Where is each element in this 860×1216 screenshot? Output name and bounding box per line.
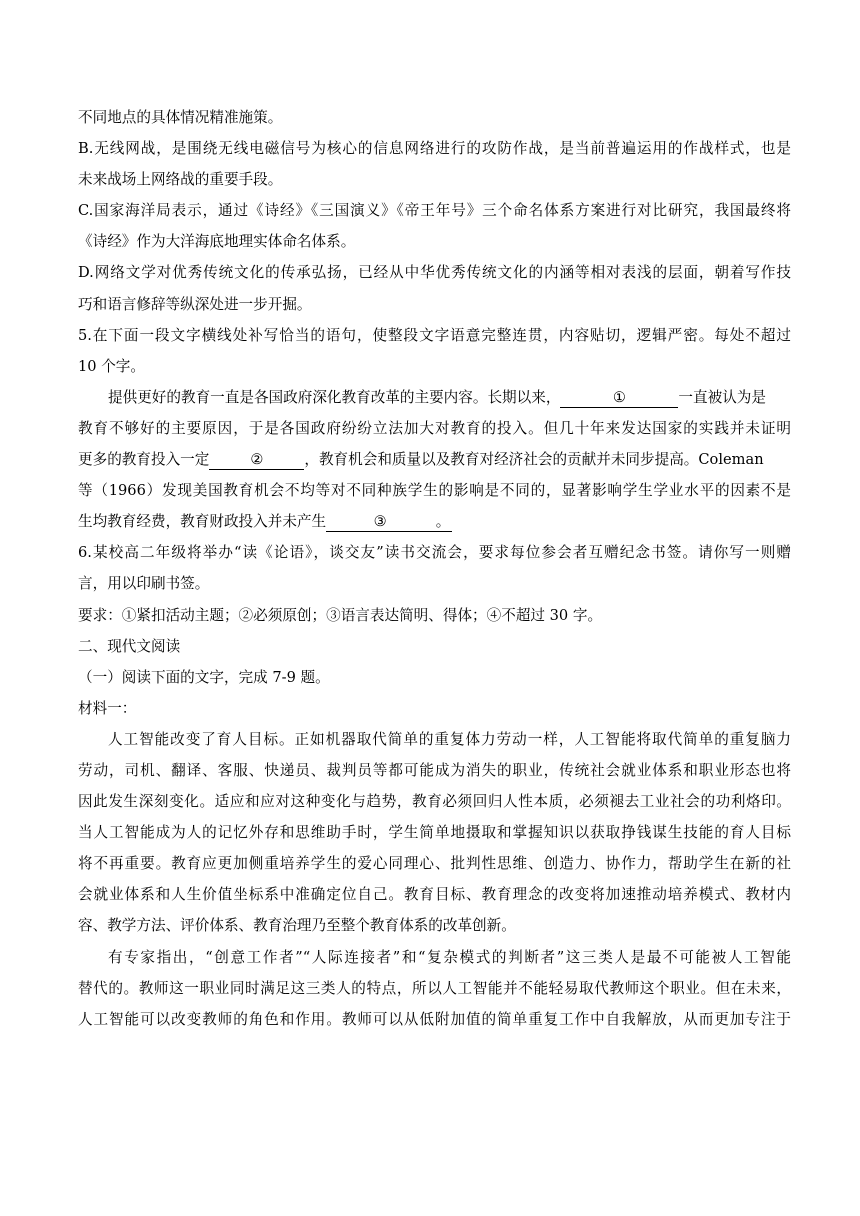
question-6-prompt-cont: 言，用以印刷书签。	[78, 575, 210, 593]
passage-text: 一直被认为是	[678, 388, 766, 406]
material-line: 人工智能可以改变教师的角色和作用。教师可以从低附加值的简单重复工作中自我解放，从而更加专注于	[78, 1010, 791, 1028]
material-label: 材料一：	[78, 699, 137, 717]
passage-text: ，教育机会和质量以及教育对经济社会的贡献并未同步提高。Coleman	[304, 451, 764, 469]
passage-line	[78, 506, 791, 537]
material-line: 劳动，司机、翻译、客服、快递员、裁判员等都可能成为消失的职业，传统社会就业体系和职业形态也将	[78, 761, 791, 779]
passage-line: 等（1966）发现美国教育机会不均等对不同种族学生的影响是不同的，显著影响学生学业水平的因素不是	[78, 482, 791, 500]
question-5-prompt-cont: 10 个字。	[78, 357, 145, 375]
subsection-instruction: （一）阅读下面的文字，完成 7-9 题。	[78, 668, 330, 686]
material-line: 替代的。教师这一职业同时满足这三类人的特点，所以人工智能并不能轻易取代教师这个职业。但在未来，	[78, 979, 791, 997]
passage-text: 生均教育经费，教育财政投入并未产生	[78, 513, 327, 531]
question-6-prompt: 6.某校高二年级将举办“读《论语》，谈交友”读书交流会，要求每位参会者互赠纪念书签。请你写一则赠	[78, 544, 791, 562]
material-line: 人工智能改变了育人目标。正如机器取代简单的重复体力劳动一样，人工智能将取代简单的重复脑力	[108, 730, 791, 748]
text-line: 不同地点的具体情况精准施策。	[78, 109, 283, 126]
question-6-requirements: 要求：①紧扣活动主题；②必须原创；③语言表达简明、得体；④不超过 30 字。	[78, 606, 603, 624]
text-line: B.无线网战，是围绕无线电磁信号为核心的信息网络进行的攻防作战，是当前普遍运用的作战样式，也是	[78, 140, 791, 158]
material-line: 因此发生深刻变化。适应和应对这种变化与趋势，教育必须回归人性本质，必须褪去工业社会的功利烙印。	[78, 793, 791, 811]
fill-blank-2[interactable]: ②	[209, 451, 304, 470]
text-line: C.国家海洋局表示，通过《诗经》《三国演义》《帝王年号》三个命名体系方案进行对比研究，我国最终将	[78, 202, 791, 220]
material-line: 容、教学方法、评价体系、教育治理乃至整个教育体系的改革创新。	[78, 917, 516, 935]
material-line: 将不再重要。教育应更加侧重培养学生的爱心同理心、批判性思维、创造力、协作力，帮助学生在新的社	[78, 855, 791, 873]
text-line: D.网络文学对优秀传统文化的传承弘扬，已经从中华优秀传统文化的内涵等相对表浅的层面，朝着写作技	[78, 264, 791, 282]
text-line: 巧和语言修辞等纵深处进一步开掘。	[78, 295, 312, 313]
material-line: 有专家指出，“创意工作者”“人际连接者”和“复杂模式的判断者”这三类人是最不可能被人工智能	[108, 948, 791, 966]
fill-blank-3-end: 。	[435, 513, 451, 531]
passage-line	[78, 444, 791, 475]
passage-text: 更多的教育投入一定	[78, 451, 210, 469]
question-5-prompt: 5.在下面一段文字横线处补写恰当的语句，使整段文字语意完整连贯，内容贴切，逻辑严密。每处不超过	[78, 326, 791, 344]
material-line: 会就业体系和人生价值坐标系中准确定位自己。教育目标、教育理念的改变将加速推动培养模式、教材内	[78, 886, 791, 904]
fill-blank-1[interactable]: ①	[560, 389, 678, 408]
section-heading: 二、现代文阅读	[78, 637, 181, 655]
text-line: 《诗经》作为大洋海底地理实体命名体系。	[78, 233, 356, 251]
passage-line	[78, 382, 791, 413]
document-page	[78, 102, 791, 1035]
material-line: 当人工智能成为人的记忆外存和思维助手时，学生简单地摄取和掌握知识以获取挣钱谋生技能的育人目标	[78, 824, 791, 842]
fill-blank-3[interactable]: ③	[326, 513, 434, 532]
text-line: 未来战场上网络战的重要手段。	[78, 171, 283, 189]
passage-text: 提供更好的教育一直是各国政府深化教育改革的主要内容。长期以来，	[108, 388, 561, 406]
passage-line: 教育不够好的主要原因，于是各国政府纷纷立法加大对教育的投入。但几十年来发达国家的实践并未证明	[78, 419, 791, 437]
